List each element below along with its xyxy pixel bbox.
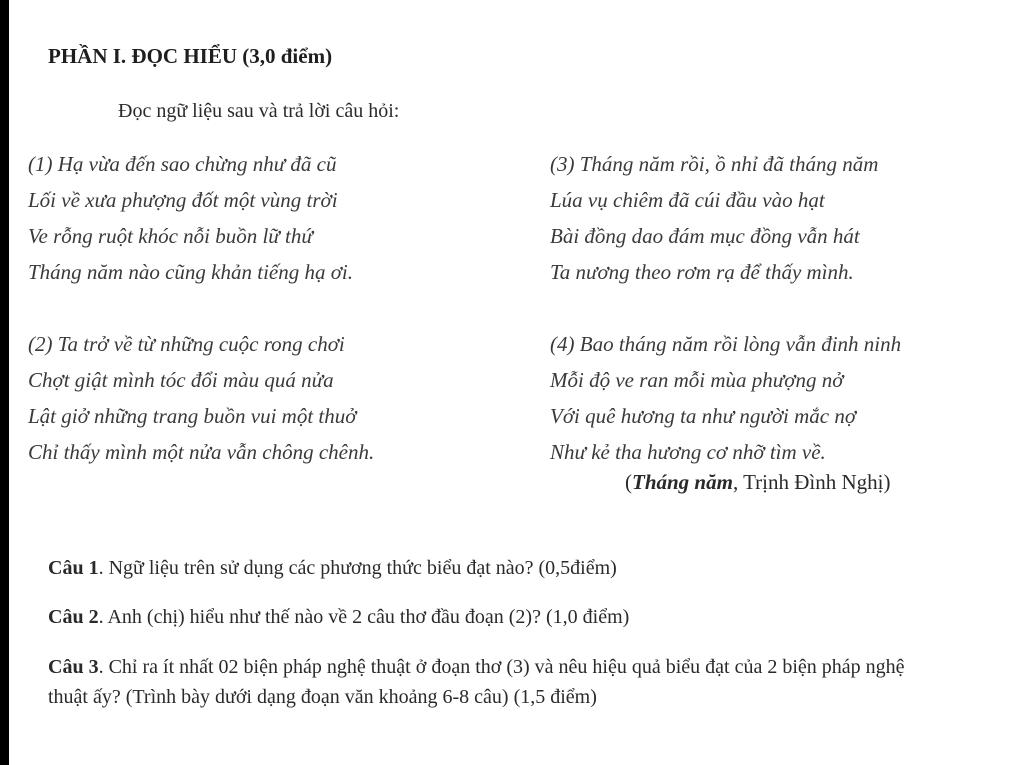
poem-line: Chỉ thấy mình một nửa vẫn chông chênh.: [28, 440, 375, 464]
question-text: . Ngữ liệu trên sử dụng các phương thức biểu đạt nào? (0,5điểm): [98, 557, 617, 579]
poem-line: (3) Tháng năm rồi, ồ nhỉ đã tháng năm: [550, 152, 879, 176]
section-heading: PHẦN I. ĐỌC HIỂU (3,0 điểm): [48, 44, 333, 68]
question-1: [48, 553, 938, 583]
poem-line: (4) Bao tháng năm rồi lòng vẫn đinh ninh: [550, 332, 902, 356]
citation-open: (: [625, 470, 632, 494]
poem-stanza-3: [550, 146, 878, 290]
poem-line: Tháng năm nào cũng khản tiếng hạ ơi.: [28, 260, 354, 284]
citation-work-title: Tháng năm: [632, 470, 733, 494]
poem-line: Bài đồng dao đám mục đồng vẫn hát: [550, 224, 860, 248]
poem-line: Ta nương theo rơm rạ để thấy mình.: [550, 260, 854, 284]
question-text: . Chỉ ra ít nhất 02 biện pháp nghệ thuật ở đoạn thơ (3) và nêu hiệu quả biểu đạt của 2 biện pháp nghệ thuật ấy? (Trình bày dưới dạng đoạn văn khoảng 6-8 câu) (1,5 điểm): [48, 656, 905, 708]
poem-stanza-1: [28, 146, 353, 290]
question-text: . Anh (chị) hiểu như thế nào về 2 câu thơ đầu đoạn (2)? (1,0 điểm): [98, 606, 630, 628]
poem-line: Lật giở những trang buồn vui một thuở: [28, 404, 357, 428]
poem-stanza-4: [550, 326, 901, 470]
poem-stanza-2: [28, 326, 374, 470]
poem-line: Ve rỗng ruột khóc nỗi buồn lữ thứ: [28, 224, 313, 248]
reading-instruction: Đọc ngữ liệu sau và trả lời câu hỏi:: [118, 100, 400, 122]
question-2: [48, 602, 938, 632]
poem-line: Lúa vụ chiêm đã cúi đầu vào hạt: [550, 188, 825, 212]
poem-line: (2) Ta trở về từ những cuộc rong chơi: [28, 332, 345, 356]
poem-citation: [625, 470, 890, 495]
question-3: [48, 652, 938, 712]
poem-line: Lối về xưa phượng đốt một vùng trời: [28, 188, 338, 212]
poem-line: (1) Hạ vừa đến sao chừng như đã cũ: [28, 152, 337, 176]
question-label: Câu 1: [48, 557, 99, 579]
left-edge-bar: [0, 0, 9, 765]
question-label: Câu 3: [48, 656, 99, 678]
poem-line: Với quê hương ta như người mắc nợ: [550, 404, 857, 428]
question-label: Câu 2: [48, 606, 99, 628]
poem-line: Mỗi độ ve ran mỗi mùa phượng nở: [550, 368, 844, 392]
citation-author: , Trịnh Đình Nghị): [732, 470, 891, 494]
poem-line: Chợt giật mình tóc đổi màu quá nửa: [28, 368, 334, 392]
poem-line: Như kẻ tha hương cơ nhỡ tìm về.: [550, 440, 826, 464]
